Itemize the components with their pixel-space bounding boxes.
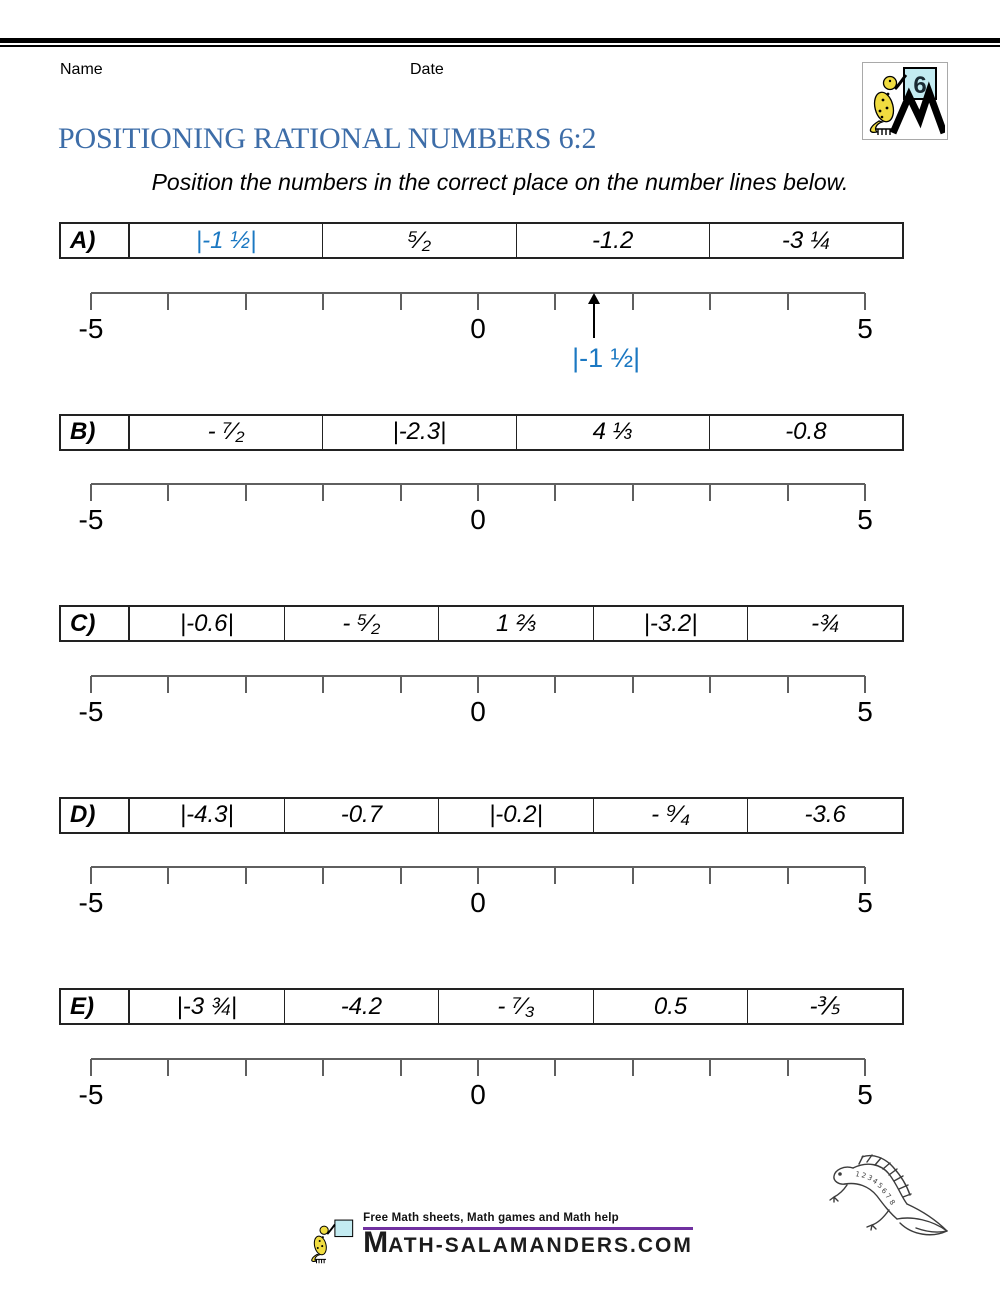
number-line-A: [78, 292, 873, 412]
tick-mark: [709, 484, 711, 501]
tick-label: 0: [470, 1078, 486, 1110]
number-line-B: [78, 483, 873, 603]
footer-tagline: Free Math sheets, Math games and Math help: [363, 1212, 619, 1224]
question-table-D: [59, 797, 904, 834]
svg-text:5: 5: [875, 1181, 885, 1191]
question-value: |-0.2|: [439, 799, 594, 832]
question-value: 1 ⅔: [439, 607, 594, 640]
tick-mark: [709, 293, 711, 310]
tick-label: -5: [78, 312, 104, 344]
tick-label: 5: [857, 504, 873, 535]
badge-number: 6: [913, 72, 927, 99]
tick-mark: [245, 293, 247, 310]
tick-mark: [787, 293, 789, 310]
top-divider-thin: [0, 45, 1000, 47]
question-letter: C): [61, 607, 130, 640]
question-value: 4 ⅓: [517, 416, 710, 449]
question-value: -0.7: [285, 799, 440, 832]
question-letter: B): [61, 416, 130, 449]
tick-mark: [400, 676, 402, 693]
question-value: 0.5: [594, 990, 749, 1023]
tick-mark: [787, 676, 789, 693]
question-value: -0.8: [785, 418, 827, 445]
tick-mark: [90, 1059, 92, 1076]
tick-mark: [167, 293, 169, 310]
question-value: -3.6: [804, 801, 846, 828]
tick-mark: [632, 293, 634, 310]
tick-mark: [245, 1059, 247, 1076]
question-table-E: [59, 988, 904, 1025]
tick-label: -5: [78, 504, 104, 535]
tick-mark: [477, 867, 479, 884]
tick-mark: [709, 676, 711, 693]
tick-mark: [90, 676, 92, 693]
question-value: - ⁹⁄₄: [594, 799, 749, 832]
question-value: -1.2: [517, 224, 710, 257]
tick-label: 5: [857, 1078, 873, 1110]
question-value: -¾: [811, 609, 840, 637]
tick-label: 5: [857, 312, 873, 344]
tick-mark: [864, 1059, 866, 1076]
tick-mark: [787, 484, 789, 501]
question-letter: D): [61, 799, 130, 832]
tick-mark: [400, 867, 402, 884]
question-value: - ⁷⁄₃: [439, 990, 594, 1023]
salamander-head: [834, 1167, 853, 1184]
tick-mark: [864, 293, 866, 310]
tick-mark: [245, 867, 247, 884]
question-value: |-2.3|: [323, 416, 516, 449]
question-value: |-1 ½|: [130, 224, 323, 257]
svg-text:3: 3: [866, 1173, 874, 1183]
instruction-text: Position the numbers in the correct place on the number lines below.: [151, 169, 849, 195]
tick-mark: [167, 676, 169, 693]
number-line-D: [78, 866, 873, 986]
tick-label: 0: [470, 312, 486, 344]
tick-mark: [632, 867, 634, 884]
question-table-C: [59, 605, 904, 642]
math-salamanders-badge: [862, 62, 948, 140]
tick-mark: [90, 293, 92, 310]
tick-mark: [477, 293, 479, 310]
footer-logo: [0, 1212, 1000, 1266]
question-value: -3 ¼: [781, 226, 830, 254]
tick-label: -5: [78, 1078, 104, 1110]
svg-text:8: 8: [887, 1198, 897, 1207]
tick-mark: [245, 484, 247, 501]
tick-label: -5: [78, 887, 104, 918]
page-title: POSITIONING RATIONAL NUMBERS 6:2: [58, 122, 597, 156]
top-divider-thick: [0, 38, 1000, 43]
question-value: -⅗: [809, 993, 841, 1020]
tick-mark: [632, 676, 634, 693]
tick-mark: [864, 676, 866, 693]
answer-arrow-stem: [593, 304, 595, 338]
answer-arrow-icon: [588, 293, 600, 304]
tick-mark: [477, 1059, 479, 1076]
tick-label: 5: [857, 695, 873, 727]
number-line-C: [78, 675, 873, 795]
question-letter: E): [61, 990, 130, 1023]
tick-mark: [322, 676, 324, 693]
tick-mark: [554, 867, 556, 884]
tick-mark: [787, 1059, 789, 1076]
tick-label: 0: [470, 504, 486, 535]
footer-salamander-icon: [307, 1216, 359, 1266]
badge-salamander-icon: [870, 75, 906, 135]
question-letter: A): [61, 224, 130, 257]
footer-site-name: [363, 1226, 693, 1259]
svg-text:7: 7: [883, 1191, 893, 1201]
tick-label: -5: [78, 695, 104, 727]
tick-mark: [632, 484, 634, 501]
tick-mark: [554, 676, 556, 693]
tick-mark: [322, 867, 324, 884]
tick-mark: [787, 867, 789, 884]
question-value: |-4.3|: [130, 799, 285, 832]
svg-text:2: 2: [860, 1171, 868, 1181]
question-value: - ⁷⁄₂: [130, 416, 323, 449]
tick-mark: [709, 867, 711, 884]
question-value: |-3 ¾|: [130, 990, 285, 1023]
question-value: |-3.2|: [594, 607, 749, 640]
tick-mark: [554, 293, 556, 310]
tick-mark: [709, 1059, 711, 1076]
question-value: ⁵⁄₂: [323, 224, 516, 257]
salamander-front-leg: [830, 1185, 847, 1202]
tick-label: 5: [857, 887, 873, 918]
tick-mark: [322, 293, 324, 310]
question-table-A: [59, 222, 904, 259]
tick-mark: [864, 867, 866, 884]
tick-mark: [90, 867, 92, 884]
question-value: -4.2: [285, 990, 440, 1023]
tick-mark: [400, 293, 402, 310]
question-value: |-0.6|: [130, 607, 285, 640]
tick-mark: [167, 1059, 169, 1076]
tick-mark: [400, 1059, 402, 1076]
tick-mark: [632, 1059, 634, 1076]
tick-mark: [322, 484, 324, 501]
tick-mark: [245, 676, 247, 693]
tick-mark: [167, 867, 169, 884]
tick-mark: [864, 484, 866, 501]
tick-mark: [322, 1059, 324, 1076]
number-line-E: [78, 1058, 873, 1181]
tick-mark: [167, 484, 169, 501]
tick-label: 0: [470, 887, 486, 918]
svg-text:6: 6: [879, 1186, 889, 1196]
tick-label: 0: [470, 695, 486, 727]
tick-mark: [554, 484, 556, 501]
tick-mark: [477, 676, 479, 693]
badge-illustration: [863, 63, 945, 137]
tick-mark: [554, 1059, 556, 1076]
tick-mark: [400, 484, 402, 501]
footer-site-rest: ATH-SALAMANDERS.COM: [388, 1234, 693, 1257]
question-table-B: [59, 414, 904, 451]
answer-label: |-1 ½|: [572, 342, 641, 373]
tick-mark: [477, 484, 479, 501]
svg-text:1: 1: [854, 1170, 861, 1179]
date-label: Date: [410, 61, 444, 78]
footer-site-m: M: [363, 1226, 389, 1259]
svg-text:4: 4: [870, 1176, 879, 1187]
question-value: - ⁵⁄₂: [285, 607, 440, 640]
tick-mark: [90, 484, 92, 501]
name-label: Name: [60, 61, 103, 78]
